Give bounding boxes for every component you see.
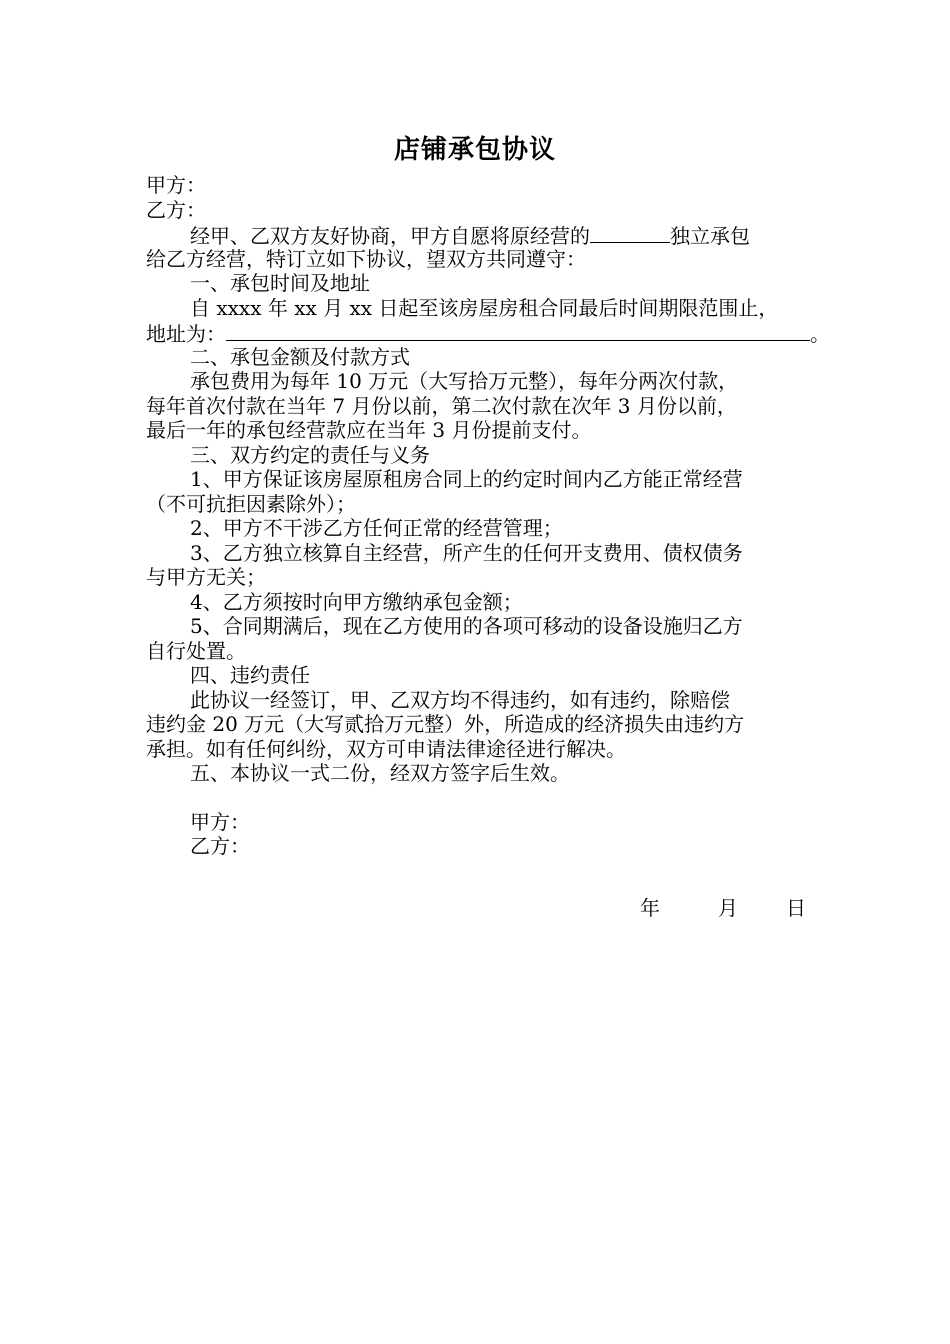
section-1-heading: 一、承包时间及地址 [190,271,370,295]
signature-party-b: 乙方： [190,834,250,858]
address-blank [226,320,810,341]
date-year-label: 年 [640,896,660,920]
business-name-blank [590,222,670,243]
section-3-item-5a: 5、合同期满后，现在乙方使用的各项可移动的设备设施归乙方 [190,614,743,638]
section-2-line-2: 每年首次付款在当年 7 月份以前，第二次付款在次年 3 月份以前， [146,393,737,418]
section-2-line-3: 最后一年的承包经营款应在当年 3 月份提前支付。 [146,418,592,442]
section-3-item-3a: 3、乙方独立核算自主经营，所产生的任何开支费用、债权债务 [190,540,743,565]
section-2-line-1: 承包费用为每年 10 万元（大写拾万元整），每年分两次付款， [190,369,739,393]
party-b-line: 乙方： [146,197,206,222]
document-body [146,173,830,859]
intro-line-2: 给乙方经营，特订立如下协议，望双方共同遵守： [146,246,586,271]
section-3-item-4: 4、乙方须按时向甲方缴纳承包金额； [190,589,523,614]
section-3-item-5b: 自行处置。 [146,638,246,663]
signature-party-a: 甲方： [190,809,250,834]
intro-text-2: 独立承包 [670,224,750,248]
section-1-address-line [146,320,830,346]
address-label: 地址为： [146,322,226,346]
party-a-line: 甲方： [146,173,206,197]
section-1-term-line: 自 xxxx 年 xx 月 xx 日起至该房屋房租合同最后时间期限范围止， [190,295,779,320]
section-3-item-2: 2、甲方不干涉乙方任何正常的经营管理； [190,516,563,540]
section-4-heading: 四、违约责任 [190,663,310,687]
section-2-heading: 二、承包金额及付款方式 [190,344,410,369]
intro-text-1: 经甲、乙双方友好协商，甲方自愿将原经营的 [190,224,590,248]
section-4-line-1: 此协议一经签订，甲、乙双方均不得违约，如有违约，除赔偿 [190,687,730,712]
section-3-heading: 三、双方约定的责任与义务 [190,442,430,467]
section-3-item-1b: （不可抗拒因素除外）； [146,491,356,516]
section-5-text: 五、本协议一式二份，经双方签字后生效。 [190,761,570,785]
address-end: 。 [810,322,830,346]
document-title: 店铺承包协议 [393,135,556,165]
section-3-item-1a: 1、甲方保证该房屋原租房合同上的约定时间内乙方能正常经营 [190,467,743,491]
intro-line-1 [146,222,810,247]
section-4-line-3: 承担。如有任何纠纷，双方可申请法律途径进行解决。 [146,736,626,761]
section-3-item-3b: 与甲方无关； [146,565,266,589]
date-month-label: 月 [718,896,738,920]
signature-date [640,894,806,922]
date-day-label: 日 [786,896,806,920]
section-4-line-2: 违约金 20 万元（大写贰拾万元整）外，所造成的经济损失由违约方 [146,712,745,736]
spacer [146,786,810,810]
